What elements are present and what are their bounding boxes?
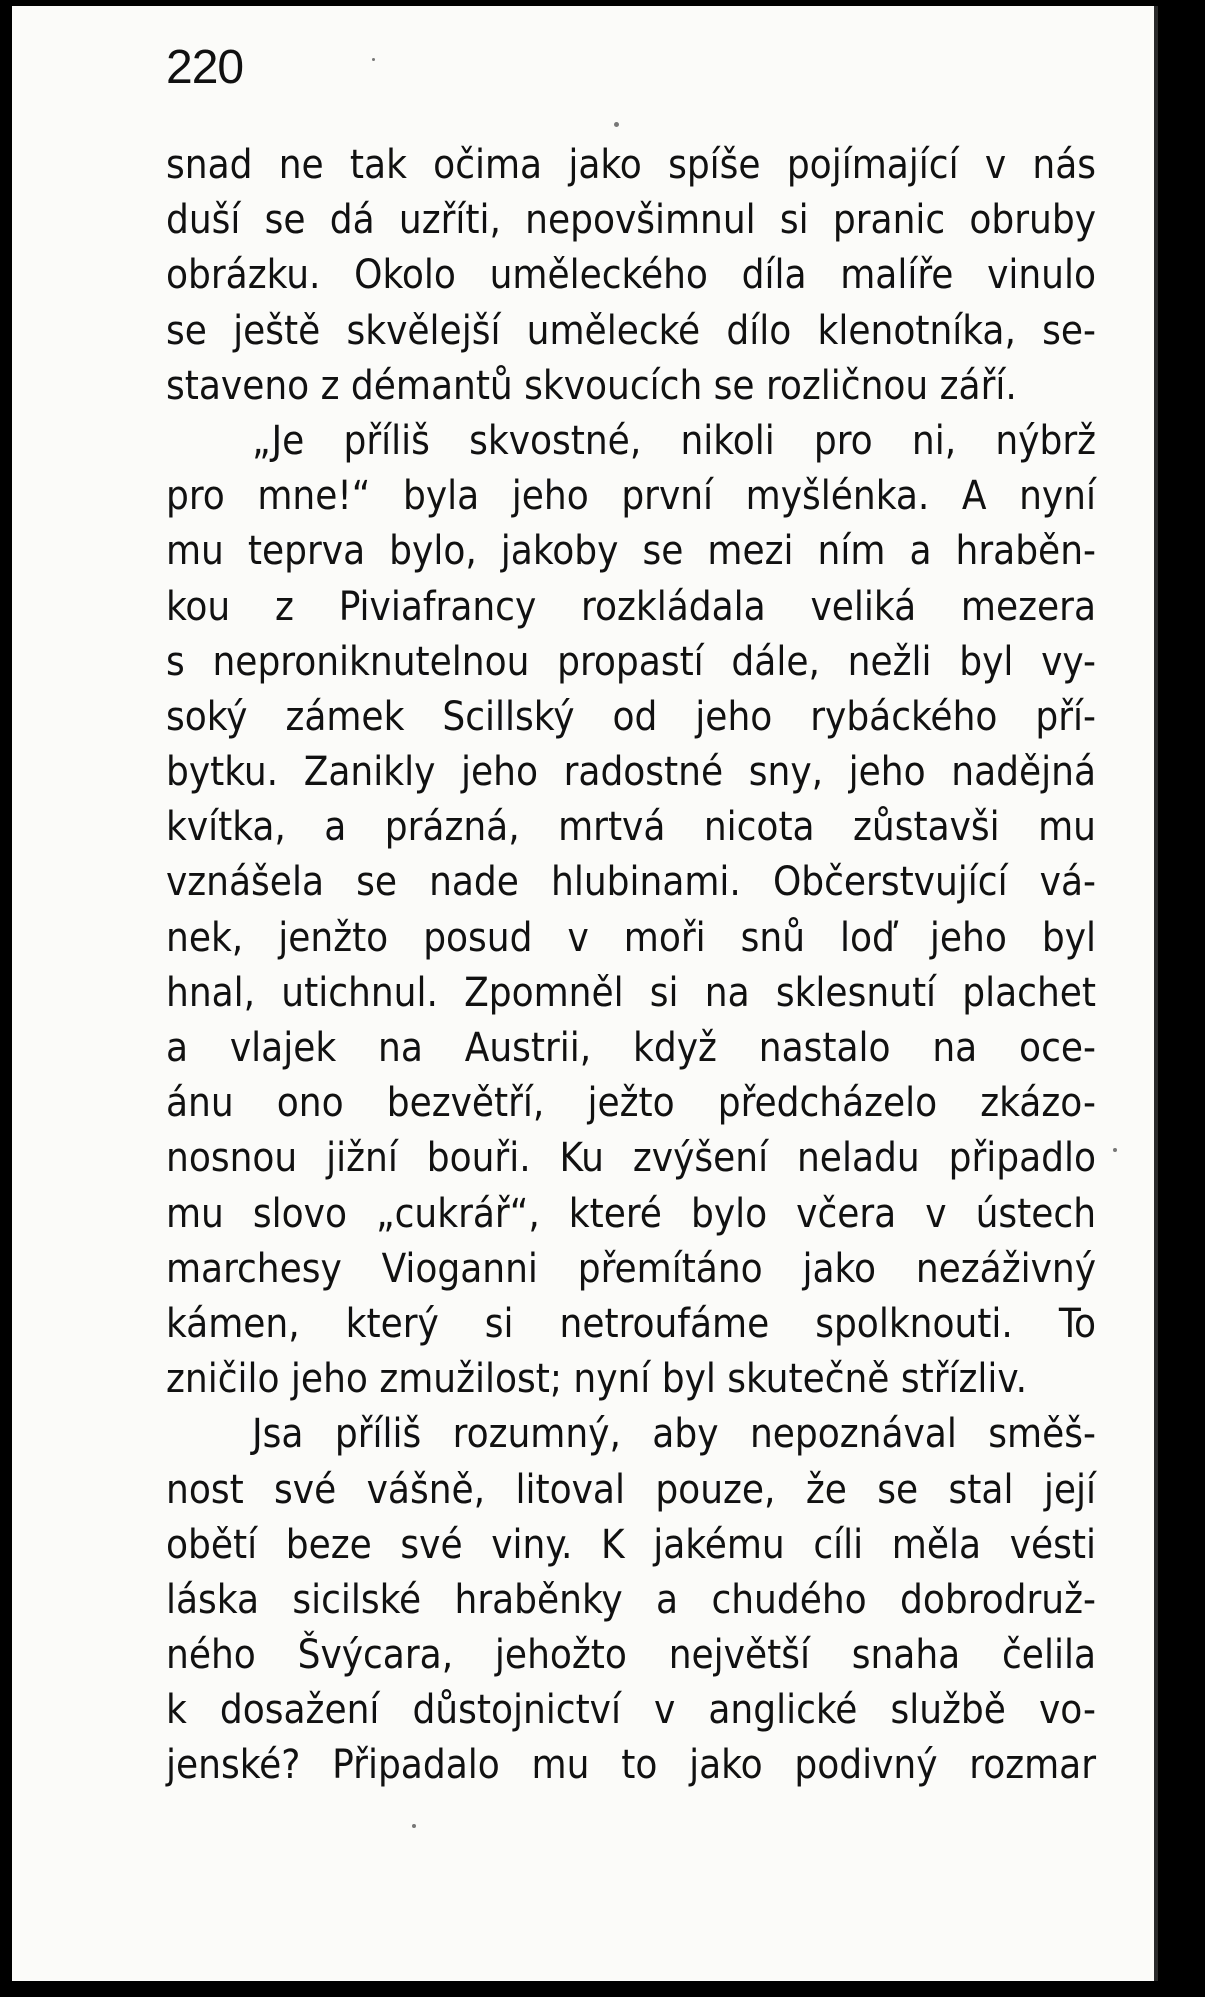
text-line: k dosažení důstojnictví v anglické službě vo- [166, 1687, 1096, 1734]
text-line: soký zámek Scillský od jeho rybáckého pří- [166, 693, 1096, 740]
text-line: nost své vášně, litoval pouze, že se stal její [166, 1466, 1096, 1513]
text-line: a vlajek na Austrii, když nastalo na oce- [166, 1025, 1096, 1071]
text-line: ného Švýcara, jehožto největší snaha čelila [166, 1632, 1096, 1679]
page-number: 220 [166, 41, 244, 94]
text-line: obětí beze své viny. K jakému cíli měla vésti [166, 1521, 1096, 1568]
text-line: láska sicilské hraběnky a chudého dobrodruž- [166, 1576, 1096, 1623]
paragraph-first-line: Jsa příliš rozumný, aby nepoznával směš- [252, 1411, 1096, 1458]
scan-speck [372, 58, 375, 61]
text-line: obrázku. Okolo uměleckého díla malíře vinulo [166, 252, 1096, 299]
text-line: staveno z démantů skvoucích se rozličnou září. [166, 362, 1017, 409]
text-line: mu teprva bylo, jakoby se mezi ním a hraběn- [166, 528, 1096, 575]
text-line: ánu ono bezvětří, ježto předcházelo zkázo- [166, 1080, 1096, 1127]
text-line: marchesy Vioganni přemítáno jako nezáživný [166, 1245, 1096, 1292]
text-line: hnal, utichnul. Zpomněl si na sklesnutí plachet [166, 969, 1096, 1016]
text-line: jenské? Připadalo mu to jako podivný rozmar [166, 1742, 1096, 1789]
text-line: kou z Piviafrancy rozkládala veliká mezera [166, 583, 1096, 630]
scan-speck [1113, 1148, 1117, 1152]
text-line: pro mne!“ byla jeho první myšlénka. A nyní [166, 473, 1096, 520]
text-line: bytku. Zanikly jeho radostné sny, jeho nadějná [166, 749, 1096, 796]
text-line: zničilo jeho zmužilost; nyní byl skutečně střízliv. [166, 1356, 1028, 1403]
page-edge-shadow [1154, 6, 1158, 1981]
book-page [12, 6, 1158, 1981]
text-line: mu slovo „cukrář“, které bylo včera v ústech [166, 1190, 1096, 1237]
text-line: nosnou jižní bouři. Ku zvýšení neladu připadlo [166, 1135, 1096, 1182]
text-line: vznášela se nade hlubinami. Občerstvující vá- [166, 859, 1096, 906]
scan-speck [614, 122, 619, 127]
paragraph-first-line: „Je příliš skvostné, nikoli pro ni, nýbrž [252, 417, 1096, 464]
scan-speck [412, 1824, 416, 1828]
text-line: se ještě skvělejší umělecké dílo klenotníka, se- [166, 307, 1096, 354]
text-line: duší se dá uzříti, nepovšimnul si pranic obruby [166, 197, 1096, 244]
text-line: kámen, který si netroufáme spolknouti. To [166, 1300, 1096, 1347]
text-line: nek, jenžto posud v moři snů loď jeho byl [166, 914, 1096, 961]
text-line: snad ne tak očima jako spíše pojímající v nás [166, 142, 1096, 188]
text-line: kvítka, a prázná, mrtvá nicota zůstavši mu [166, 804, 1096, 851]
text-line: s neproniknutelnou propastí dále, nežli byl vy- [166, 638, 1096, 685]
body-text [166, 138, 1096, 1794]
